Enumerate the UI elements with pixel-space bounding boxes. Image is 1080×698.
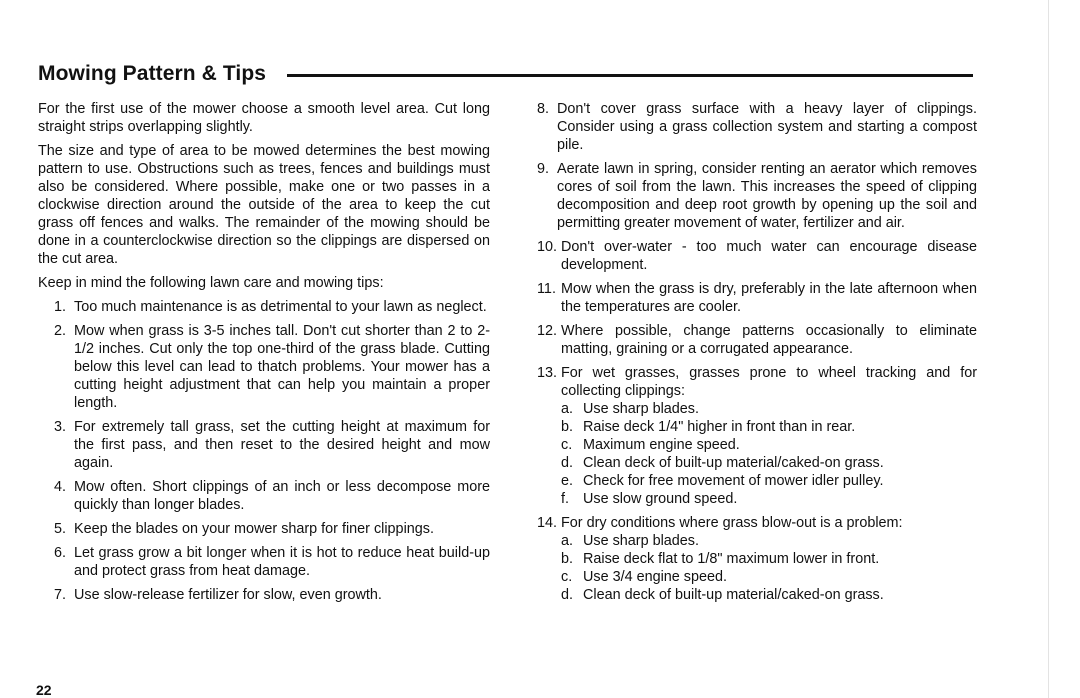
intro-paragraph: For the first use of the mower choose a smooth level area. Cut long straight strips overlapping slightly. [38,101,490,135]
tip-number: 9. [537,161,550,177]
sub-item [561,436,977,454]
sub-text: Raise deck 1/4" higher in front than in rear. [583,419,856,435]
sub-letter: c. [561,569,573,585]
tip-text: For wet grasses, grasses prone to wheel tracking and for collecting clippings: [561,365,977,399]
tip-text: Keep the blades on your mower sharp for finer clippings. [74,521,434,537]
tip-number: 13. [537,365,558,381]
tip-item [537,322,977,358]
tip-number: 3. [54,419,67,435]
tip-text: Where possible, change patterns occasionally to eliminate matting, graining or a corrugated appearance. [561,323,977,357]
sub-letter: b. [561,551,574,567]
sub-text: Use 3/4 engine speed. [583,569,728,585]
tip-item [537,100,977,154]
sub-item [561,568,977,586]
tip-text: Use slow-release fertilizer for slow, even growth. [74,587,382,603]
sub-text: Clean deck of built-up material/caked-on grass. [583,455,884,471]
sub-letter: c. [561,437,573,453]
tip-item [38,544,490,580]
tip-text: For dry conditions where grass blow-out is a problem: [561,515,903,531]
sub-text: Check for free movement of mower idler pulley. [583,473,884,489]
sub-letter: a. [561,533,574,549]
sub-text: Use sharp blades. [583,533,699,549]
sub-letter: d. [561,455,574,471]
tip-item [537,238,977,274]
sub-item [561,400,977,418]
sub-item [561,550,977,568]
tip-number: 11. [537,281,556,297]
intro-paragraph: Keep in mind the following lawn care and mowing tips: [38,275,384,291]
tip-number: 5. [54,521,67,537]
tip-text: Too much maintenance is as detrimental to your lawn as neglect. [74,299,487,315]
sub-text: Use sharp blades. [583,401,699,417]
tip-number: 12. [537,323,558,339]
tip-item [38,322,490,412]
sub-text: Raise deck flat to 1/8" maximum lower in front. [583,551,880,567]
sub-letter: f. [561,491,569,507]
tip-number: 6. [54,545,67,561]
sub-item [561,532,977,550]
sub-text: Maximum engine speed. [583,437,740,453]
page-number: 22 [36,682,52,698]
sub-item [561,454,977,472]
sub-letter: d. [561,587,574,603]
tip-item [537,280,977,316]
sub-item [561,490,977,508]
sub-letter: b. [561,419,574,435]
left-column [38,100,490,610]
tip-number: 2. [54,323,67,339]
sub-item [561,418,977,436]
tip-text: Let grass grow a bit longer when it is hot to reduce heat build-up and protect grass from heat damage. [74,545,490,579]
tip-text: For extremely tall grass, set the cutting height at maximum for the first pass, and then reset to the desired height and mow again. [74,419,490,471]
tip-text: Don't over-water - too much water can encourage disease development. [561,239,977,273]
tip-content [561,514,977,604]
sub-text: Clean deck of built-up material/caked-on grass. [583,587,884,603]
tip-number: 4. [54,479,67,495]
sub-letter: e. [561,473,574,489]
tip-item [38,418,490,472]
tip-number: 14. [537,515,558,531]
tip-sublist [561,400,977,508]
sub-item [561,472,977,490]
tip-content [561,364,977,508]
tip-text: Don't cover grass surface with a heavy layer of clippings. Consider using a grass collection system and starting a compost pile. [557,101,977,153]
tip-number: 10. [537,239,558,255]
tip-item [38,478,490,514]
tip-text: Mow when grass is 3-5 inches tall. Don't cut shorter than 2 to 2-1/2 inches. Cut only the top one-third of the grass blade. Cutting below this level can lead to thatch problems. Your mower has a cutting height adjustment that can help you maintain a proper length. [74,323,490,411]
tip-text: Aerate lawn in spring, consider renting an aerator which removes cores of soil from the lawn. This increases the speed of clipping decomposition and deep root growth by opening up the soil and permitting greater movement of water, fertilizer and air. [557,161,977,231]
tip-number: 1. [54,299,67,315]
tip-item [38,586,490,604]
title-rule [287,74,973,77]
tip-item [537,160,977,232]
sub-text: Use slow ground speed. [583,491,738,507]
tip-item [537,514,977,604]
sub-item [561,586,977,604]
tip-number: 7. [54,587,67,603]
page-edge-line [1048,0,1049,698]
tip-number: 8. [537,101,550,117]
tip-text: Mow often. Short clippings of an inch or less decompose more quickly than longer blades. [74,479,490,513]
tip-item [537,364,977,508]
tip-sublist [561,532,977,604]
tip-text: Mow when the grass is dry, preferably in the late afternoon when the temperatures are cooler. [561,281,977,315]
intro-paragraph: The size and type of area to be mowed determines the best mowing pattern to use. Obstructions such as trees, fences and buildings must also be considered. Where possible, make one or two passes in a clockwise direction around the outside of the area to keep the cut grass off fences and walks. The remainder of the mowing should be done in a counterclockwise direction so the clippings are dispersed on the cut area. [38,143,490,267]
tip-item [38,520,490,538]
right-column [537,100,977,610]
page-title: Mowing Pattern & Tips [38,62,267,85]
sub-letter: a. [561,401,574,417]
tip-item [38,298,490,316]
